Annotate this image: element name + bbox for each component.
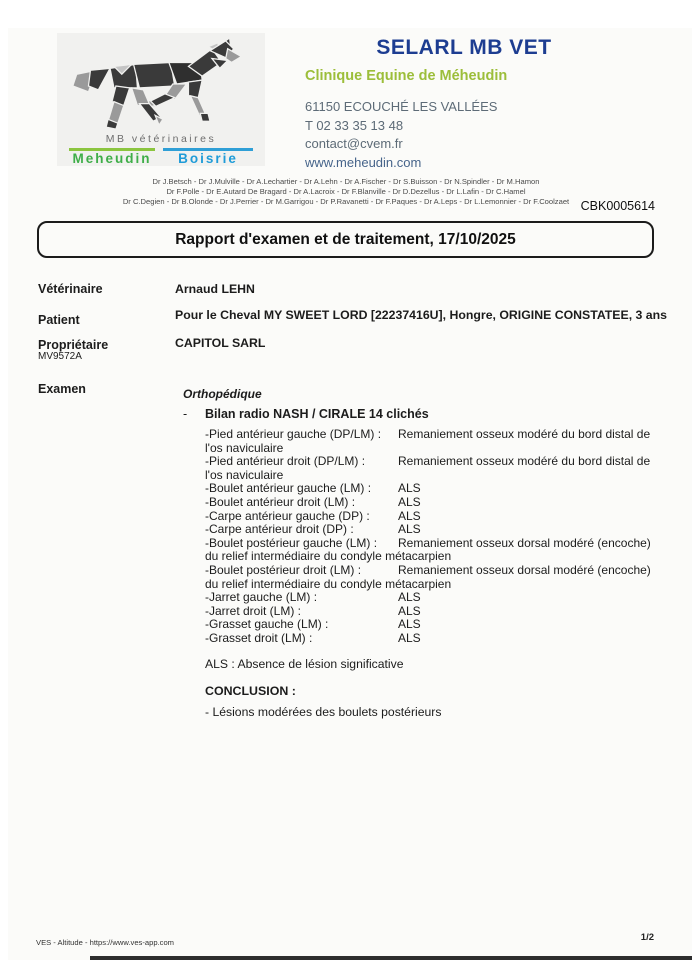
finding-line: l'os naviculaire [205,467,284,482]
clinic-logo [57,33,265,166]
logo-name-boisrie: Boisrie [178,151,238,166]
bullet-dash: - [183,407,188,421]
finding-result: ALS [398,494,421,509]
finding-result: Remaniement osseux dorsal modéré (encoche) [398,535,651,550]
finding-site: -Carpe antérieur droit (DP) : [205,522,354,537]
finding-result: Remaniement osseux modéré du bord distal de [398,454,651,469]
finding-site: -Grasset droit (LM) : [205,630,313,645]
page-number: 1/2 [640,932,654,943]
finding-line [205,564,657,578]
finding-site: -Grasset gauche (LM) : [205,617,329,632]
clinic-website-link[interactable]: www.meheudin.com [305,154,422,170]
finding-result: ALS [398,508,421,523]
finding-line: du relief intermédiaire du condyle métacarpien [205,576,452,591]
finding-result: Remaniement osseux dorsal modéré (encoche) [398,562,651,577]
finding-result: ALS [398,617,421,632]
exam-category: Orthopédique [183,387,262,401]
finding-site: -Carpe antérieur gauche (DP) : [205,508,370,523]
footer-credit-link[interactable]: VES - Altitude - https://www.ves-app.com [36,938,175,947]
bottom-edge-bar [90,956,692,960]
finding-line [205,632,657,646]
finding-line [205,591,657,605]
finding-line [205,523,657,537]
finding-site: -Pied antérieur gauche (DP/LM) : [205,427,382,441]
horse-logo-icon [63,35,259,133]
finding-result: ALS [398,481,421,496]
finding-site: -Boulet antérieur droit (LM) : [205,494,356,509]
clinic-email-link[interactable]: contact@cvem.fr [305,136,403,151]
finding-line [205,496,657,510]
doctor-line: Dr F.Polle - Dr E.Autard De Bragard - Dr A.Lacroix - Dr F.Blanville - Dr D.Dezellus - Dr L.Lafin - Dr C.Hamel [166,186,526,196]
vet-label: Vétérinaire [38,282,103,296]
doctor-line: Dr J.Betsch - Dr J.Mulville - Dr A.Lechartier - Dr A.Lehn - Dr A.Fischer - Dr S.Buisson - Dr N.Spindler - Dr M.Hamon [152,177,540,186]
reference-number: CBK0005614 [580,199,655,213]
finding-line [205,428,657,442]
logo-brand-text: MB vétérinaires [105,133,217,145]
company-name: SELARL MB VET [376,36,552,59]
finding-line [205,455,657,469]
finding-line: du relief intermédiaire du condyle métacarpien [205,549,452,564]
finding-site: -Jarret gauche (LM) : [205,590,318,605]
owner-value: CAPITOL SARL [175,336,266,350]
logo-name-meheudin: Meheudin [72,151,152,166]
finding-line [205,510,657,524]
conclusion-text: - Lésions modérées des boulets postérieurs [205,705,442,719]
exam-label: Examen [38,382,86,396]
finding-site: -Boulet antérieur gauche (LM) : [205,481,372,496]
clinic-name: Clinique Equine de Méheudin [305,68,508,84]
exam-procedure: Bilan radio NASH / CIRALE 14 clichés [205,407,429,421]
finding-site: -Pied antérieur droit (DP/LM) : [205,454,366,469]
finding-site: -Jarret droit (LM) : [205,603,302,618]
finding-result: ALS [398,522,421,537]
report-title-box [37,221,654,258]
finding-site: -Boulet postérieur droit (LM) : [205,562,362,577]
finding-line [205,618,657,632]
finding-result: ALS [398,630,421,645]
finding-result: ALS [398,603,421,618]
findings-list [205,428,657,646]
conclusion-label: CONCLUSION : [205,684,296,698]
report-title: Rapport d'examen et de traitement, 17/10/2025 [175,231,516,248]
finding-line [205,605,657,619]
patient-label: Patient [38,313,80,327]
als-note: ALS : Absence de lésion significative [205,657,404,671]
finding-line [205,482,657,496]
vet-value: Arnaud LEHN [175,282,255,296]
exam-procedure-row [183,407,429,421]
finding-line: l'os naviculaire [205,440,284,455]
finding-result: ALS [398,590,421,605]
finding-result: Remaniement osseux modéré du bord distal de [398,427,651,441]
clinic-address: 61150 ECOUCHÉ LES VALLÉES [305,99,498,114]
owner-code: MV9572A [38,351,82,362]
patient-value: Pour le Cheval MY SWEET LORD [22237416U], Hongre, ORIGINE CONSTATEE, 3 ans [175,308,667,322]
owner-label: Propriétaire [38,338,109,352]
finding-site: -Boulet postérieur gauche (LM) : [205,535,378,550]
clinic-phone: T 02 33 35 13 48 [305,117,404,133]
finding-line [205,537,657,551]
doctor-line: Dr C.Degien - Dr B.Olonde - Dr J.Perrier - Dr M.Garrigou - Dr P.Ravanetti - Dr F.Paques - Dr A.Leps - Dr L.Lemonnier - Dr F.Coolzaet [122,196,570,206]
